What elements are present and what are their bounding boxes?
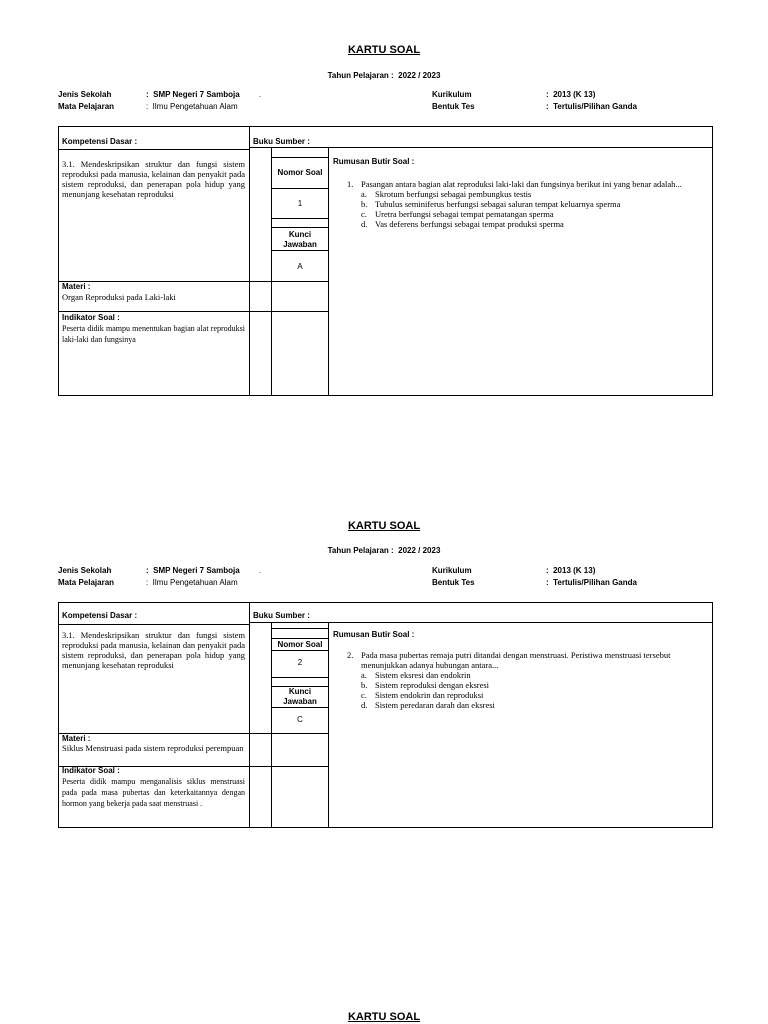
test-form-value: : Tertulis/Pilihan Ganda	[546, 102, 637, 111]
school-trailing: .	[259, 566, 262, 575]
question-item	[347, 179, 707, 229]
test-form-label: Bentuk Tes	[432, 578, 475, 587]
source-book-label: Buku Sumber :	[253, 137, 310, 146]
academic-year: Tahun Pelajaran : 2022 / 2023	[327, 71, 441, 80]
school-trailing: .	[259, 90, 262, 99]
question-number-label: Nomor Soal	[277, 640, 323, 649]
question-item	[347, 650, 707, 710]
school-label: Jenis Sekolah	[58, 90, 112, 99]
answer-key-label: Kunci Jawaban	[283, 687, 317, 706]
competency-label: Kompetensi Dasar :	[62, 611, 138, 620]
answer-key-value: A	[297, 262, 303, 271]
question-number-value: 2	[297, 658, 303, 667]
question-formulation-label: Rumusan Butir Soal :	[333, 630, 415, 639]
indicator-label: Indikator Soal :	[62, 313, 120, 322]
indicator-text: Peserta didik mampu menganalisis siklus menstruasi pada pada masa pubertas dan keterkaitannya dengan hormon yang bekerja pada saat menstruasi .	[62, 777, 245, 808]
card-title: KARTU SOAL	[347, 1011, 421, 1023]
question-text: Pasangan antara bagian alat reproduksi laki-laki dan fungsinya berikut ini yang benar adalah...	[361, 179, 682, 189]
card-title: KARTU SOAL	[347, 520, 421, 532]
subject-label: Mata Pelajaran	[58, 578, 115, 587]
material-label: Materi :	[62, 734, 91, 743]
option-d: d. Vas deferens berfungsi sebagai tempat produksi sperma	[361, 219, 564, 229]
subject-value: : Ilmu Pengetahuan Alam	[146, 102, 238, 111]
school-value: : SMP Negeri 7 Samboja	[146, 566, 240, 575]
indicator-label: Indikator Soal :	[62, 766, 120, 775]
option-b: b. Sistem reproduksi dengan eksresi	[361, 680, 490, 690]
subject-label: Mata Pelajaran	[58, 102, 115, 111]
question-formulation-label: Rumusan Butir Soal :	[333, 157, 415, 166]
material-text: Organ Reproduksi pada Laki-laki	[62, 292, 176, 302]
option-a: a. Sistem eksresi dan endokrin	[361, 670, 471, 680]
option-c: c. Sistem endokrin dan reproduksi	[361, 690, 484, 700]
option-c: c. Uretra berfungsi sebagai tempat pematangan sperma	[361, 209, 554, 219]
answer-key-label: Kunci Jawaban	[283, 230, 317, 249]
curriculum-label: Kurikulum	[432, 90, 472, 99]
competency-text: 3.1. Mendeskripsikan struktur dan fungsi sistem reproduksi pada manusia, kelainan dan penyakit pada sistem reproduksi, dan penerapan pola hidup yang menunjang kesehatan reproduksi	[62, 159, 245, 199]
test-form-value: : Tertulis/Pilihan Ganda	[546, 578, 637, 587]
source-book-label: Buku Sumber :	[253, 611, 310, 620]
card-title: KARTU SOAL	[347, 44, 421, 56]
question-number: 2.	[347, 650, 354, 660]
question-number-value: 1	[297, 199, 303, 208]
material-text: Siklus Menstruasi pada sistem reproduksi perempuan	[62, 743, 244, 753]
indicator-text: Peserta didik mampu menentukan bagian alat reproduksi laki-laki dan fungsinya	[62, 324, 245, 344]
test-form-label: Bentuk Tes	[432, 102, 475, 111]
curriculum-value: : 2013 (K 13)	[546, 566, 596, 575]
question-number-label: Nomor Soal	[277, 168, 323, 177]
question-number: 1.	[347, 179, 354, 189]
subject-value: : Ilmu Pengetahuan Alam	[146, 578, 238, 587]
option-a: a. Skrotum berfungsi sebagai pembungkus testis	[361, 189, 532, 199]
competency-text: 3.1. Mendeskripsikan struktur dan fungsi sistem reproduksi pada manusia, kelainan dan penyakit pada sistem reproduksi, dan penerapan pola hidup yang menunjang kesehatan reproduksi	[62, 630, 245, 670]
curriculum-value: : 2013 (K 13)	[546, 90, 596, 99]
option-d: d. Sistem peredaran darah dan eksresi	[361, 700, 495, 710]
curriculum-label: Kurikulum	[432, 566, 472, 575]
answer-key-value: C	[297, 715, 303, 724]
academic-year: Tahun Pelajaran : 2022 / 2023	[327, 546, 441, 555]
material-label: Materi :	[62, 282, 91, 291]
school-label: Jenis Sekolah	[58, 566, 112, 575]
question-text: Pada masa pubertas remaja putri ditandai dengan menstruasi. Peristiwa menstruasi tersebut menunjukkan adanya hubungan antara...	[361, 650, 671, 670]
competency-label: Kompetensi Dasar :	[62, 137, 138, 146]
school-value: : SMP Negeri 7 Samboja	[146, 90, 240, 99]
option-b: b. Tubulus seminiferus berfungsi sebagai saluran tempat keluarnya sperma	[361, 199, 621, 209]
